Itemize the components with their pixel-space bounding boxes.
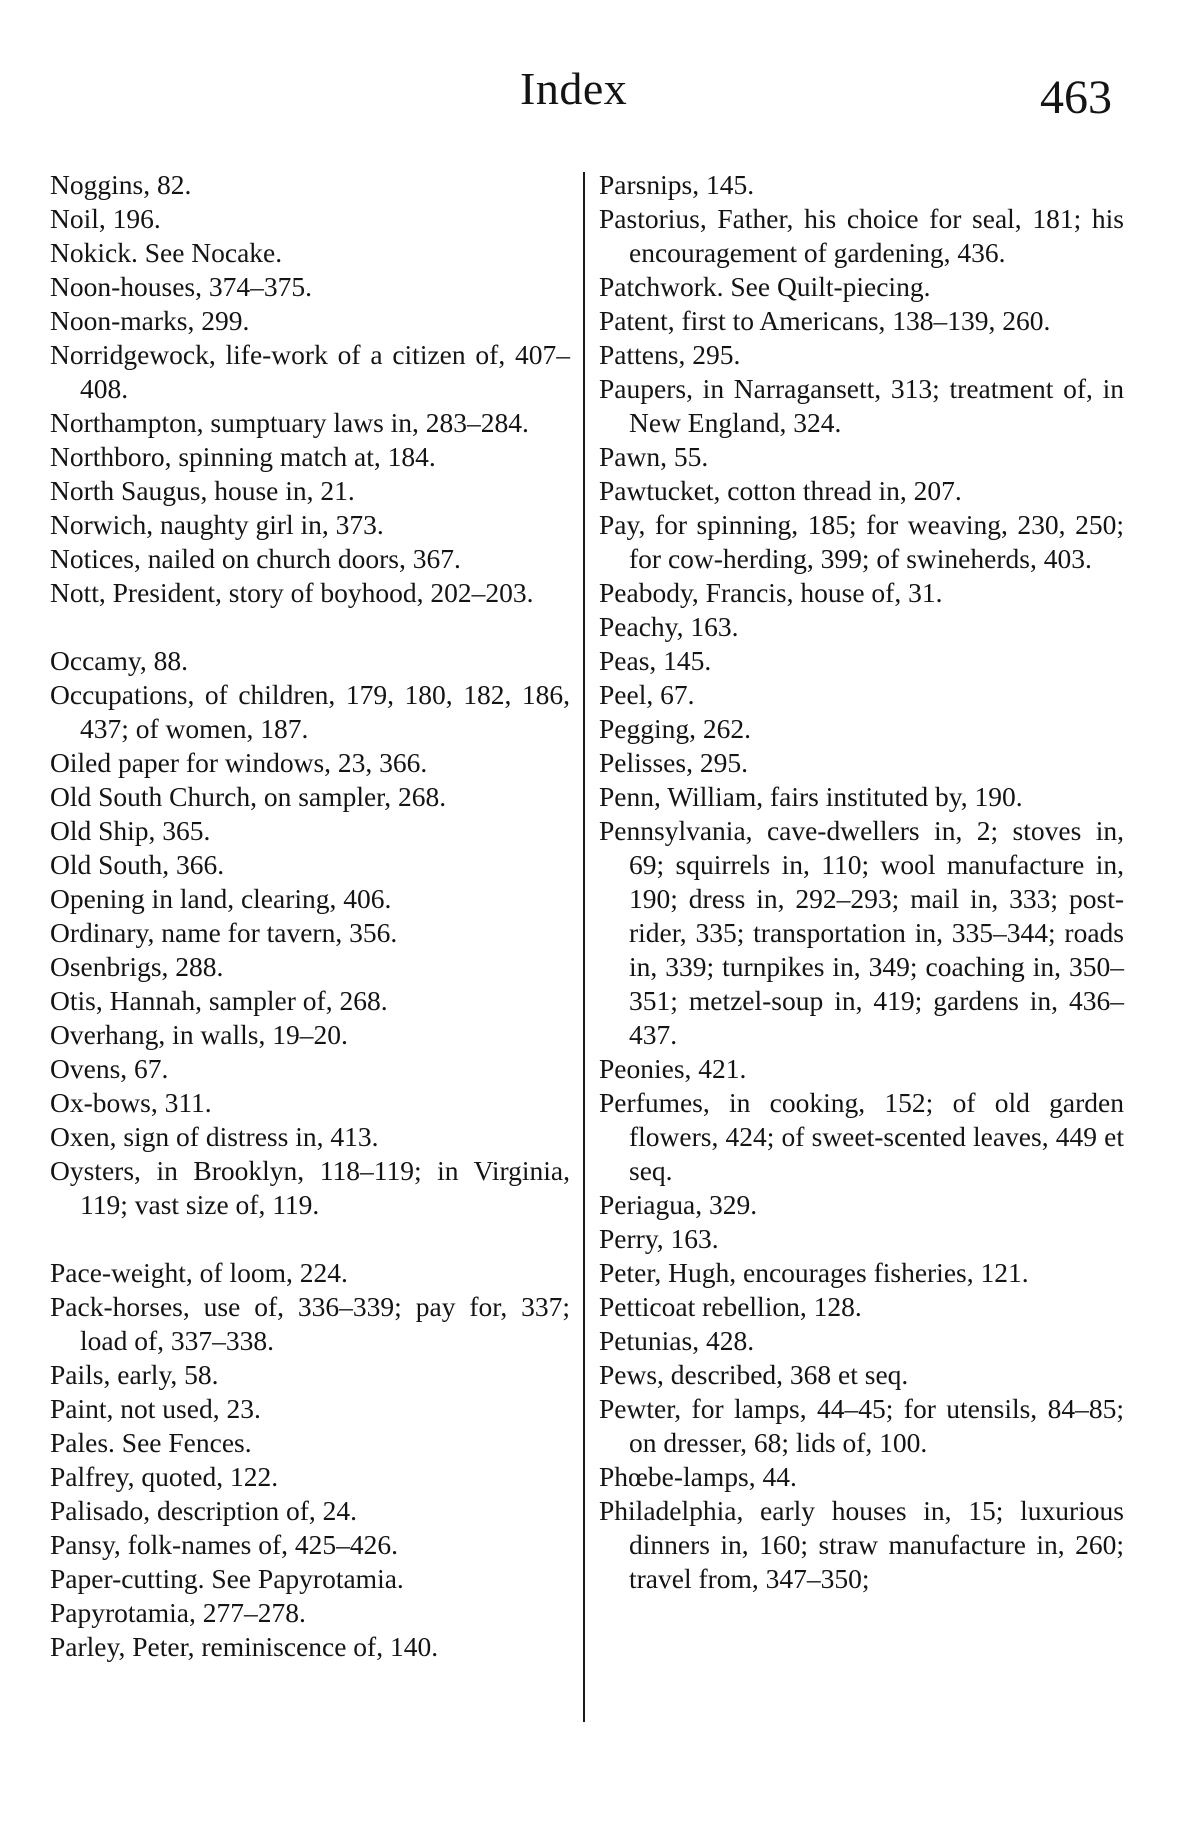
index-entry: Occamy, 88. — [50, 645, 188, 676]
index-entry: Noon-houses, 374–375. — [50, 271, 313, 302]
index-entry: Norridgewock, life-work of a citizen of, 407–408. — [50, 339, 570, 404]
index-entry: Ovens, 67. — [50, 1053, 169, 1084]
index-entry: Pastorius, Father, his choice for seal, 181; his encouragement of gardening, 436. — [599, 203, 1124, 268]
index-entry: Northboro, spinning match at, 184. — [50, 441, 436, 472]
page-number: 463 — [1040, 71, 1112, 124]
index-entry: Peel, 67. — [599, 679, 695, 710]
right-index-column — [599, 168, 1124, 1596]
index-entry: Pails, early, 58. — [50, 1359, 219, 1390]
index-entry: Oysters, in Brooklyn, 118–119; in Virginia, 119; vast size of, 119. — [50, 1155, 570, 1220]
index-entry: Peachy, 163. — [599, 611, 739, 642]
left-index-column — [50, 168, 570, 1664]
index-entry: Old South, 366. — [50, 849, 225, 880]
index-entry: Ordinary, name for tavern, 356. — [50, 917, 398, 948]
index-entry: Opening in land, clearing, 406. — [50, 883, 392, 914]
index-entry: Pews, described, 368 et seq. — [599, 1359, 909, 1390]
section-gap — [50, 610, 570, 644]
index-entry: Papyrotamia, 277–278. — [50, 1597, 306, 1628]
index-entry: Philadelphia, early houses in, 15; luxurious dinners in, 160; straw manufacture in, 260; travel from, 347–350; — [599, 1495, 1124, 1594]
index-entry: Paint, not used, 23. — [50, 1393, 261, 1424]
index-entry: Oxen, sign of distress in, 413. — [50, 1121, 379, 1152]
index-entry: Norwich, naughty girl in, 373. — [50, 509, 384, 540]
index-entry: Pewter, for lamps, 44–45; for utensils, 84–85; on dresser, 68; lids of, 100. — [599, 1393, 1124, 1458]
index-entry: Occupations, of children, 179, 180, 182, 186, 437; of women, 187. — [50, 679, 570, 744]
index-entry: North Saugus, house in, 21. — [50, 475, 355, 506]
index-entry: Overhang, in walls, 19–20. — [50, 1019, 348, 1050]
index-entry: Noil, 196. — [50, 203, 161, 234]
index-entry: Pay, for spinning, 185; for weaving, 230, 250; for cow-herding, 399; of swineherds, 403. — [599, 509, 1124, 574]
index-entry: Pack-horses, use of, 336–339; pay for, 337; load of, 337–338. — [50, 1291, 570, 1356]
index-entry: Northampton, sumptuary laws in, 283–284. — [50, 407, 529, 438]
index-entry: Noon-marks, 299. — [50, 305, 250, 336]
index-entry: Notices, nailed on church doors, 367. — [50, 543, 461, 574]
index-entry: Parsnips, 145. — [599, 169, 755, 200]
index-entry: Pawn, 55. — [599, 441, 709, 472]
index-entry: Petunias, 428. — [599, 1325, 755, 1356]
index-entry: Nott, President, story of boyhood, 202–203. — [50, 577, 534, 608]
index-entry: Parley, Peter, reminiscence of, 140. — [50, 1631, 439, 1662]
index-entry: Periagua, 329. — [599, 1189, 758, 1220]
index-entry: Phœbe-lamps, 44. — [599, 1461, 797, 1492]
index-entry: Osenbrigs, 288. — [50, 951, 224, 982]
index-entry: Paupers, in Narragansett, 313; treatment of, in New England, 324. — [599, 373, 1124, 438]
index-entry: Peonies, 421. — [599, 1053, 747, 1084]
index-entry: Pelisses, 295. — [599, 747, 748, 778]
index-entry: Peabody, Francis, house of, 31. — [599, 577, 943, 608]
index-entry: Old Ship, 365. — [50, 815, 211, 846]
index-entry: Old South Church, on sampler, 268. — [50, 781, 447, 812]
index-entry: Peas, 145. — [599, 645, 712, 676]
index-entry: Noggins, 82. — [50, 169, 192, 200]
index-entry: Otis, Hannah, sampler of, 268. — [50, 985, 388, 1016]
column-divider — [583, 172, 585, 1722]
index-entry: Penn, William, fairs instituted by, 190. — [599, 781, 1023, 812]
index-entry: Pace-weight, of loom, 224. — [50, 1257, 348, 1288]
index-entry: Petticoat rebellion, 128. — [599, 1291, 862, 1322]
index-entry: Pattens, 295. — [599, 339, 741, 370]
index-entry: Perry, 163. — [599, 1223, 719, 1254]
page-title: Index — [520, 63, 628, 114]
index-entry: Patchwork. See Quilt-piecing. — [599, 271, 931, 302]
index-entry: Nokick. See Nocake. — [50, 237, 283, 268]
index-entry: Perfumes, in cooking, 152; of old garden flowers, 424; of sweet-scented leaves, 449 et seq. — [599, 1087, 1124, 1186]
index-entry: Peter, Hugh, encourages fisheries, 121. — [599, 1257, 1029, 1288]
index-entry: Palfrey, quoted, 122. — [50, 1461, 279, 1492]
index-entry: Oiled paper for windows, 23, 366. — [50, 747, 428, 778]
index-entry: Pennsylvania, cave-dwellers in, 2; stoves in, 69; squirrels in, 110; wool manufacture in, 190; dress in, 292–293; mail in, 333; post-rider, 335; transportation in, 335–344; roads in, 339; turnpikes in, 349; coaching in, 350–351; metzel-soup in, 419; gardens in, 436–437. — [599, 815, 1124, 1050]
section-gap — [50, 1222, 570, 1256]
index-entry: Palisado, description of, 24. — [50, 1495, 358, 1526]
index-entry: Pawtucket, cotton thread in, 207. — [599, 475, 962, 506]
index-entry: Patent, first to Americans, 138–139, 260. — [599, 305, 1051, 336]
index-entry: Pansy, folk-names of, 425–426. — [50, 1529, 399, 1560]
index-entry: Paper-cutting. See Papyrotamia. — [50, 1563, 404, 1594]
index-entry: Pales. See Fences. — [50, 1427, 252, 1458]
index-entry: Pegging, 262. — [599, 713, 752, 744]
index-entry: Ox-bows, 311. — [50, 1087, 212, 1118]
